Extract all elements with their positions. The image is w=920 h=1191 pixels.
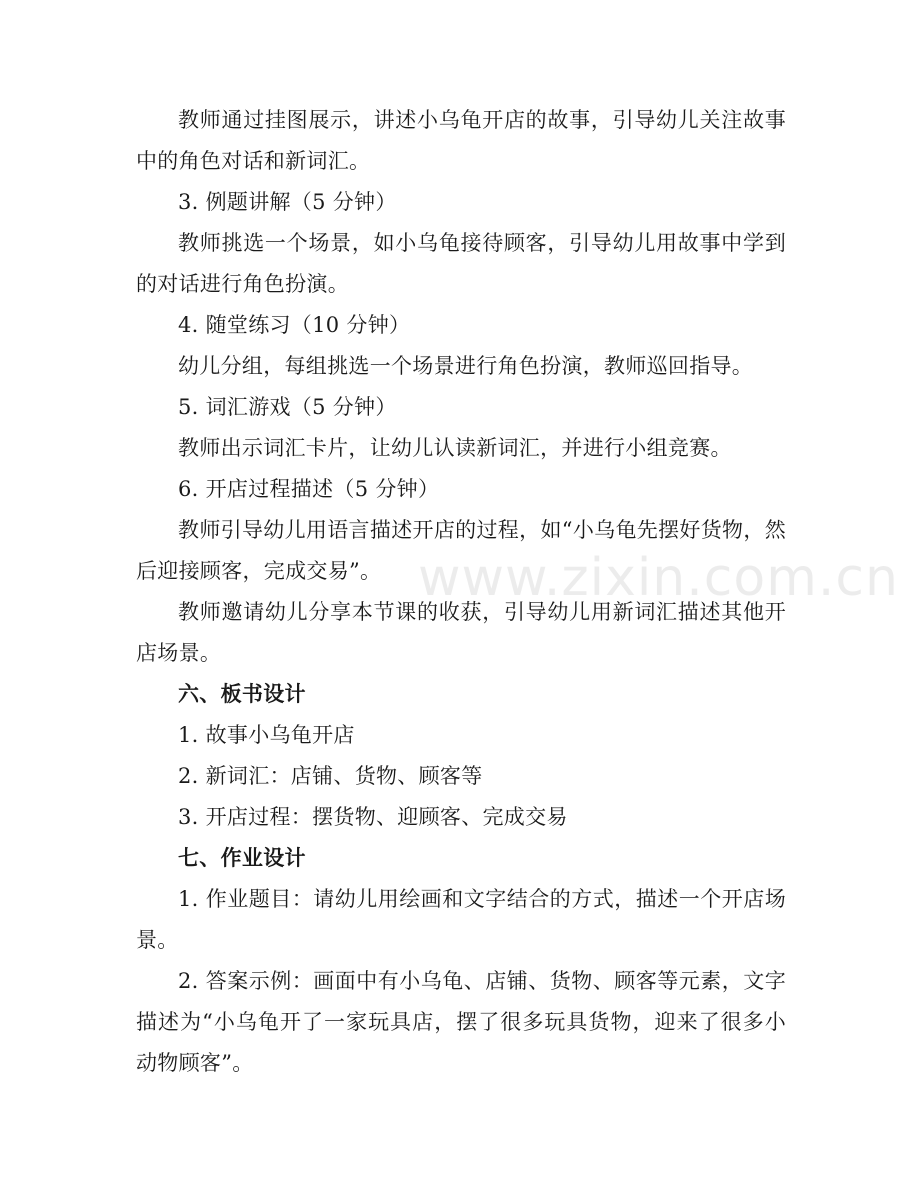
paragraph-vocabulary-cards: 教师出示词汇卡片，让幼儿认读新词汇，并进行小组竞赛。 [178, 436, 732, 460]
paragraph-group-practice: 幼儿分组，每组挑选一个场景进行角色扮演，教师巡回指导。 [178, 354, 754, 378]
paragraph-story-intro: 教师通过挂图展示，讲述小乌龟开店的故事，引导幼儿关注故事中的角色对话和新词汇。 [136, 108, 786, 173]
watermark-text: www.zixin.com.cn [418, 548, 899, 608]
board-item-3: 3. 开店过程：摆货物、迎顾客、完成交易 [178, 805, 568, 829]
step-4-class-practice: 4. 随堂练习（10 分钟） [178, 313, 411, 337]
step-3-example-explanation: 3. 例题讲解（5 分钟） [178, 190, 397, 214]
document-body [136, 100, 786, 1084]
board-item-1: 1. 故事小乌龟开店 [178, 723, 355, 747]
paragraph-share-harvest: 教师邀请幼儿分享本节课的收获，引导幼儿用新词汇描述其他开店场景。 [136, 600, 786, 665]
section-heading-homework-design: 七、作业设计 [178, 846, 306, 870]
board-item-2: 2. 新词汇：店铺、货物、顾客等 [178, 764, 483, 788]
homework-item-2: 2. 答案示例：画面中有小乌龟、店铺、货物、顾客等元素，文字描述为“小乌龟开了一家玩具店，摆了很多玩具货物，迎来了很多小动物顾客”。 [136, 969, 786, 1075]
paragraph-role-play: 教师挑选一个场景，如小乌龟接待顾客，引导幼儿用故事中学到的对话进行角色扮演。 [136, 231, 786, 296]
paragraph-describe-process: 教师引导幼儿用语言描述开店的过程，如“小乌龟先摆好货物，然后迎接顾客，完成交易”。 [136, 518, 786, 583]
step-6-shop-process: 6. 开店过程描述（5 分钟） [178, 477, 440, 501]
section-heading-board-design: 六、板书设计 [178, 682, 306, 706]
homework-item-1: 1. 作业题目：请幼儿用绘画和文字结合的方式，描述一个开店场景。 [136, 887, 786, 952]
step-5-vocabulary-game: 5. 词汇游戏（5 分钟） [178, 395, 397, 419]
